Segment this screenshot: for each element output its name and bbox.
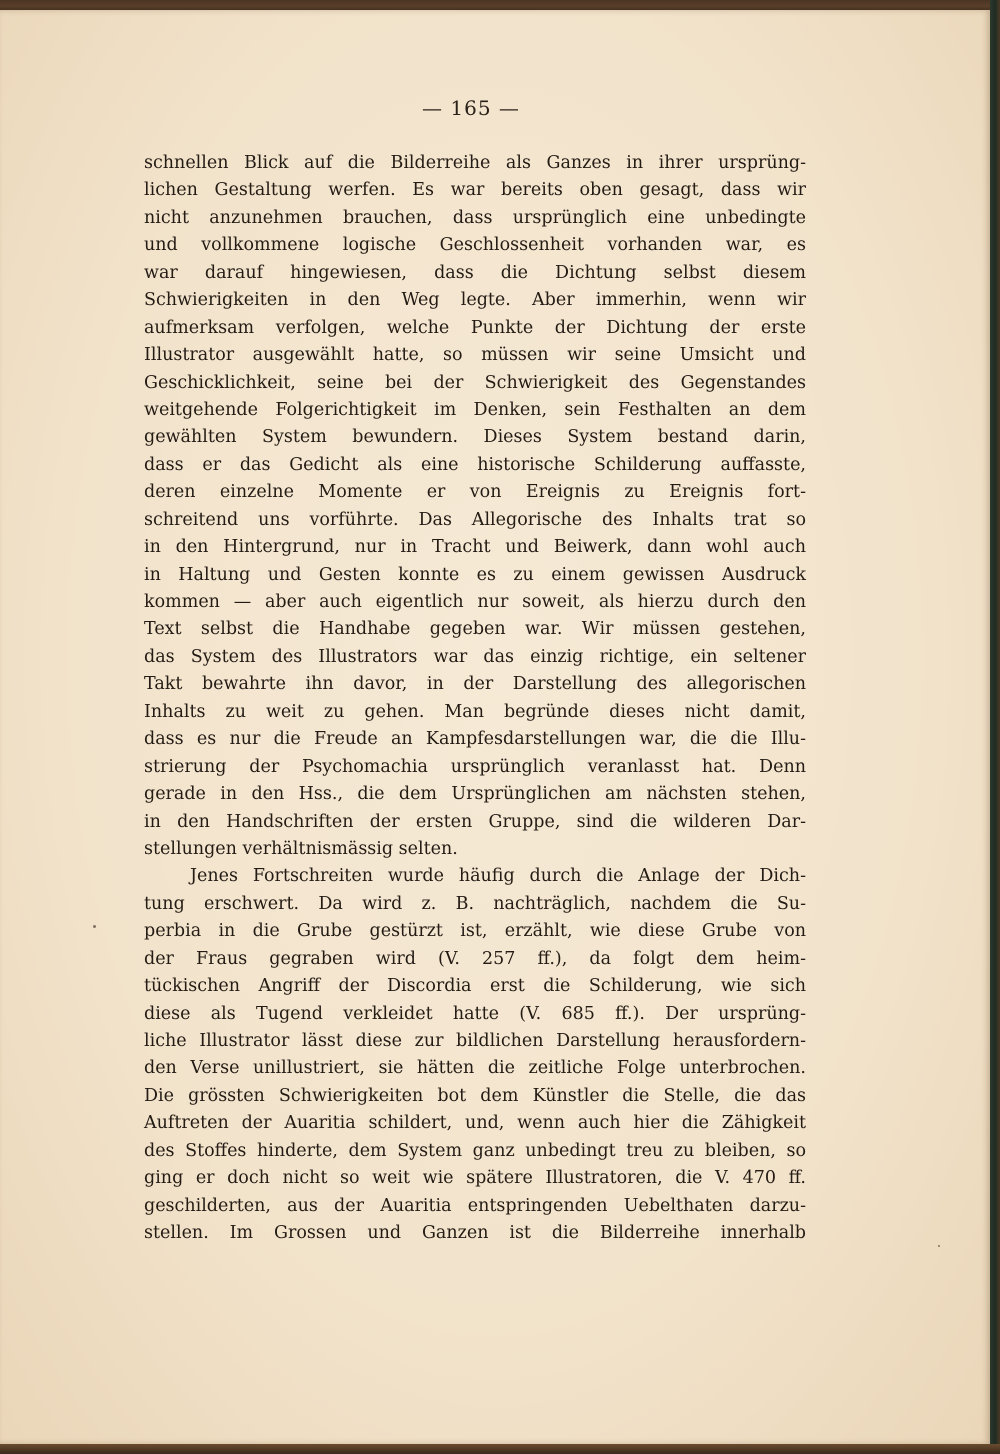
text-line: ging er doch nicht so weit wie spätere Illustratoren, die V. 470 ff. <box>144 1168 806 1189</box>
text-line: dass es nur die Freude an Kampfesdarstellungen war, die die Illu- <box>144 729 806 750</box>
text-line: deren einzelne Momente er von Ereignis zu Ereignis fort- <box>144 482 806 503</box>
text-line: dass er das Gedicht als eine historische Schilderung auffasste, <box>144 454 806 475</box>
paragraph <box>144 150 806 863</box>
text-line: gerade in den Hss., die dem Ursprünglichen am nächsten stehen, <box>144 784 806 805</box>
paper-sheet <box>0 10 990 1444</box>
text-line: Schwierigkeiten in den Weg legte. Aber immerhin, wenn wir <box>144 290 806 311</box>
text-line: in den Handschriften der ersten Gruppe, sind die wilderen Dar- <box>144 811 806 832</box>
paper-speck <box>938 1245 940 1247</box>
text-line: diese als Tugend verkleidet hatte (V. 685 ff.). Der ursprüng- <box>144 1003 806 1024</box>
text-line: Inhalts zu weit zu gehen. Man begründe dieses nicht damit, <box>144 701 806 722</box>
text-line: strierung der Psychomachia ursprünglich veranlasst hat. Denn <box>144 756 806 777</box>
text-line: Text selbst die Handhabe gegeben war. Wir müssen gestehen, <box>144 619 806 640</box>
text-line: Takt bewahrte ihn davor, in der Darstellung des allegorischen <box>144 674 806 695</box>
text-line: der Fraus gegraben wird (V. 257 ff.), da folgt dem heim- <box>144 948 806 969</box>
text-line: tückischen Angriff der Discordia erst die Schilderung, wie sich <box>144 976 806 997</box>
text-line: Jenes Fortschreiten wurde häufig durch die Anlage der Dich- <box>190 866 806 887</box>
text-line: tung erschwert. Da wird z. B. nachträglich, nachdem die Su- <box>144 893 806 914</box>
text-line: und vollkommene logische Geschlossenheit vorhanden war, es <box>144 235 806 256</box>
text-line: das System des Illustrators war das einzig richtige, ein seltener <box>144 646 806 667</box>
text-line: in den Hintergrund, nur in Tracht und Beiwerk, dann wohl auch <box>144 537 806 558</box>
text-line: geschilderten, aus der Auaritia entspringenden Uebelthaten darzu- <box>144 1195 806 1216</box>
text-line: Illustrator ausgewählt hatte, so müssen wir seine Umsicht und <box>144 345 806 366</box>
body-text <box>144 150 806 1248</box>
text-line: liche Illustrator lässt diese zur bildlichen Darstellung herausfordern- <box>144 1031 806 1051</box>
text-line: Die grössten Schwierigkeiten bot dem Künstler die Stelle, die das <box>144 1085 806 1106</box>
text-line: schnellen Blick auf die Bilderreihe als Ganzes in ihrer ursprüng- <box>144 153 806 173</box>
text-line: stellungen verhältnismässig selten. <box>144 838 458 859</box>
book-spine-edge <box>990 0 1000 1454</box>
text-line: Auftreten der Auaritia schildert, und, wenn auch hier die Zähigkeit <box>144 1113 806 1134</box>
text-line: lichen Gestaltung werfen. Es war bereits oben gesagt, dass wir <box>144 180 806 201</box>
text-line: nicht anzunehmen brauchen, dass ursprünglich eine unbedingte <box>144 207 806 228</box>
paragraph <box>144 863 806 1247</box>
paper-speck <box>93 925 96 928</box>
page-bottom-edge <box>0 1444 1000 1454</box>
text-line: gewählten System bewundern. Dieses System bestand darin, <box>144 427 806 448</box>
text-line: weitgehende Folgerichtigkeit im Denken, sein Festhalten an dem <box>144 399 806 420</box>
text-line: des Stoffes hinderte, dem System ganz unbedingt treu zu bleiben, so <box>144 1140 806 1161</box>
text-line: stellen. Im Grossen und Ganzen ist die Bilderreihe innerhalb <box>144 1223 806 1244</box>
text-line: in Haltung und Gesten konnte es zu einem gewissen Ausdruck <box>144 564 806 585</box>
text-line: war darauf hingewiesen, dass die Dichtung selbst diesem <box>144 262 806 283</box>
text-line: Geschicklichkeit, seine bei der Schwierigkeit des Gegenstandes <box>144 372 806 393</box>
text-line: den Verse unillustriert, sie hätten die zeitliche Folge unterbrochen. <box>144 1058 806 1079</box>
text-line: kommen — aber auch eigentlich nur soweit, als hierzu durch den <box>144 592 806 612</box>
text-line: perbia in die Grube gestürzt ist, erzählt, wie diese Grube von <box>144 921 806 942</box>
text-line: aufmerksam verfolgen, welche Punkte der Dichtung der erste <box>144 317 806 338</box>
page-number: — 165 — <box>422 96 520 120</box>
text-line: schreitend uns vorführte. Das Allegorische des Inhalts trat so <box>144 509 806 530</box>
